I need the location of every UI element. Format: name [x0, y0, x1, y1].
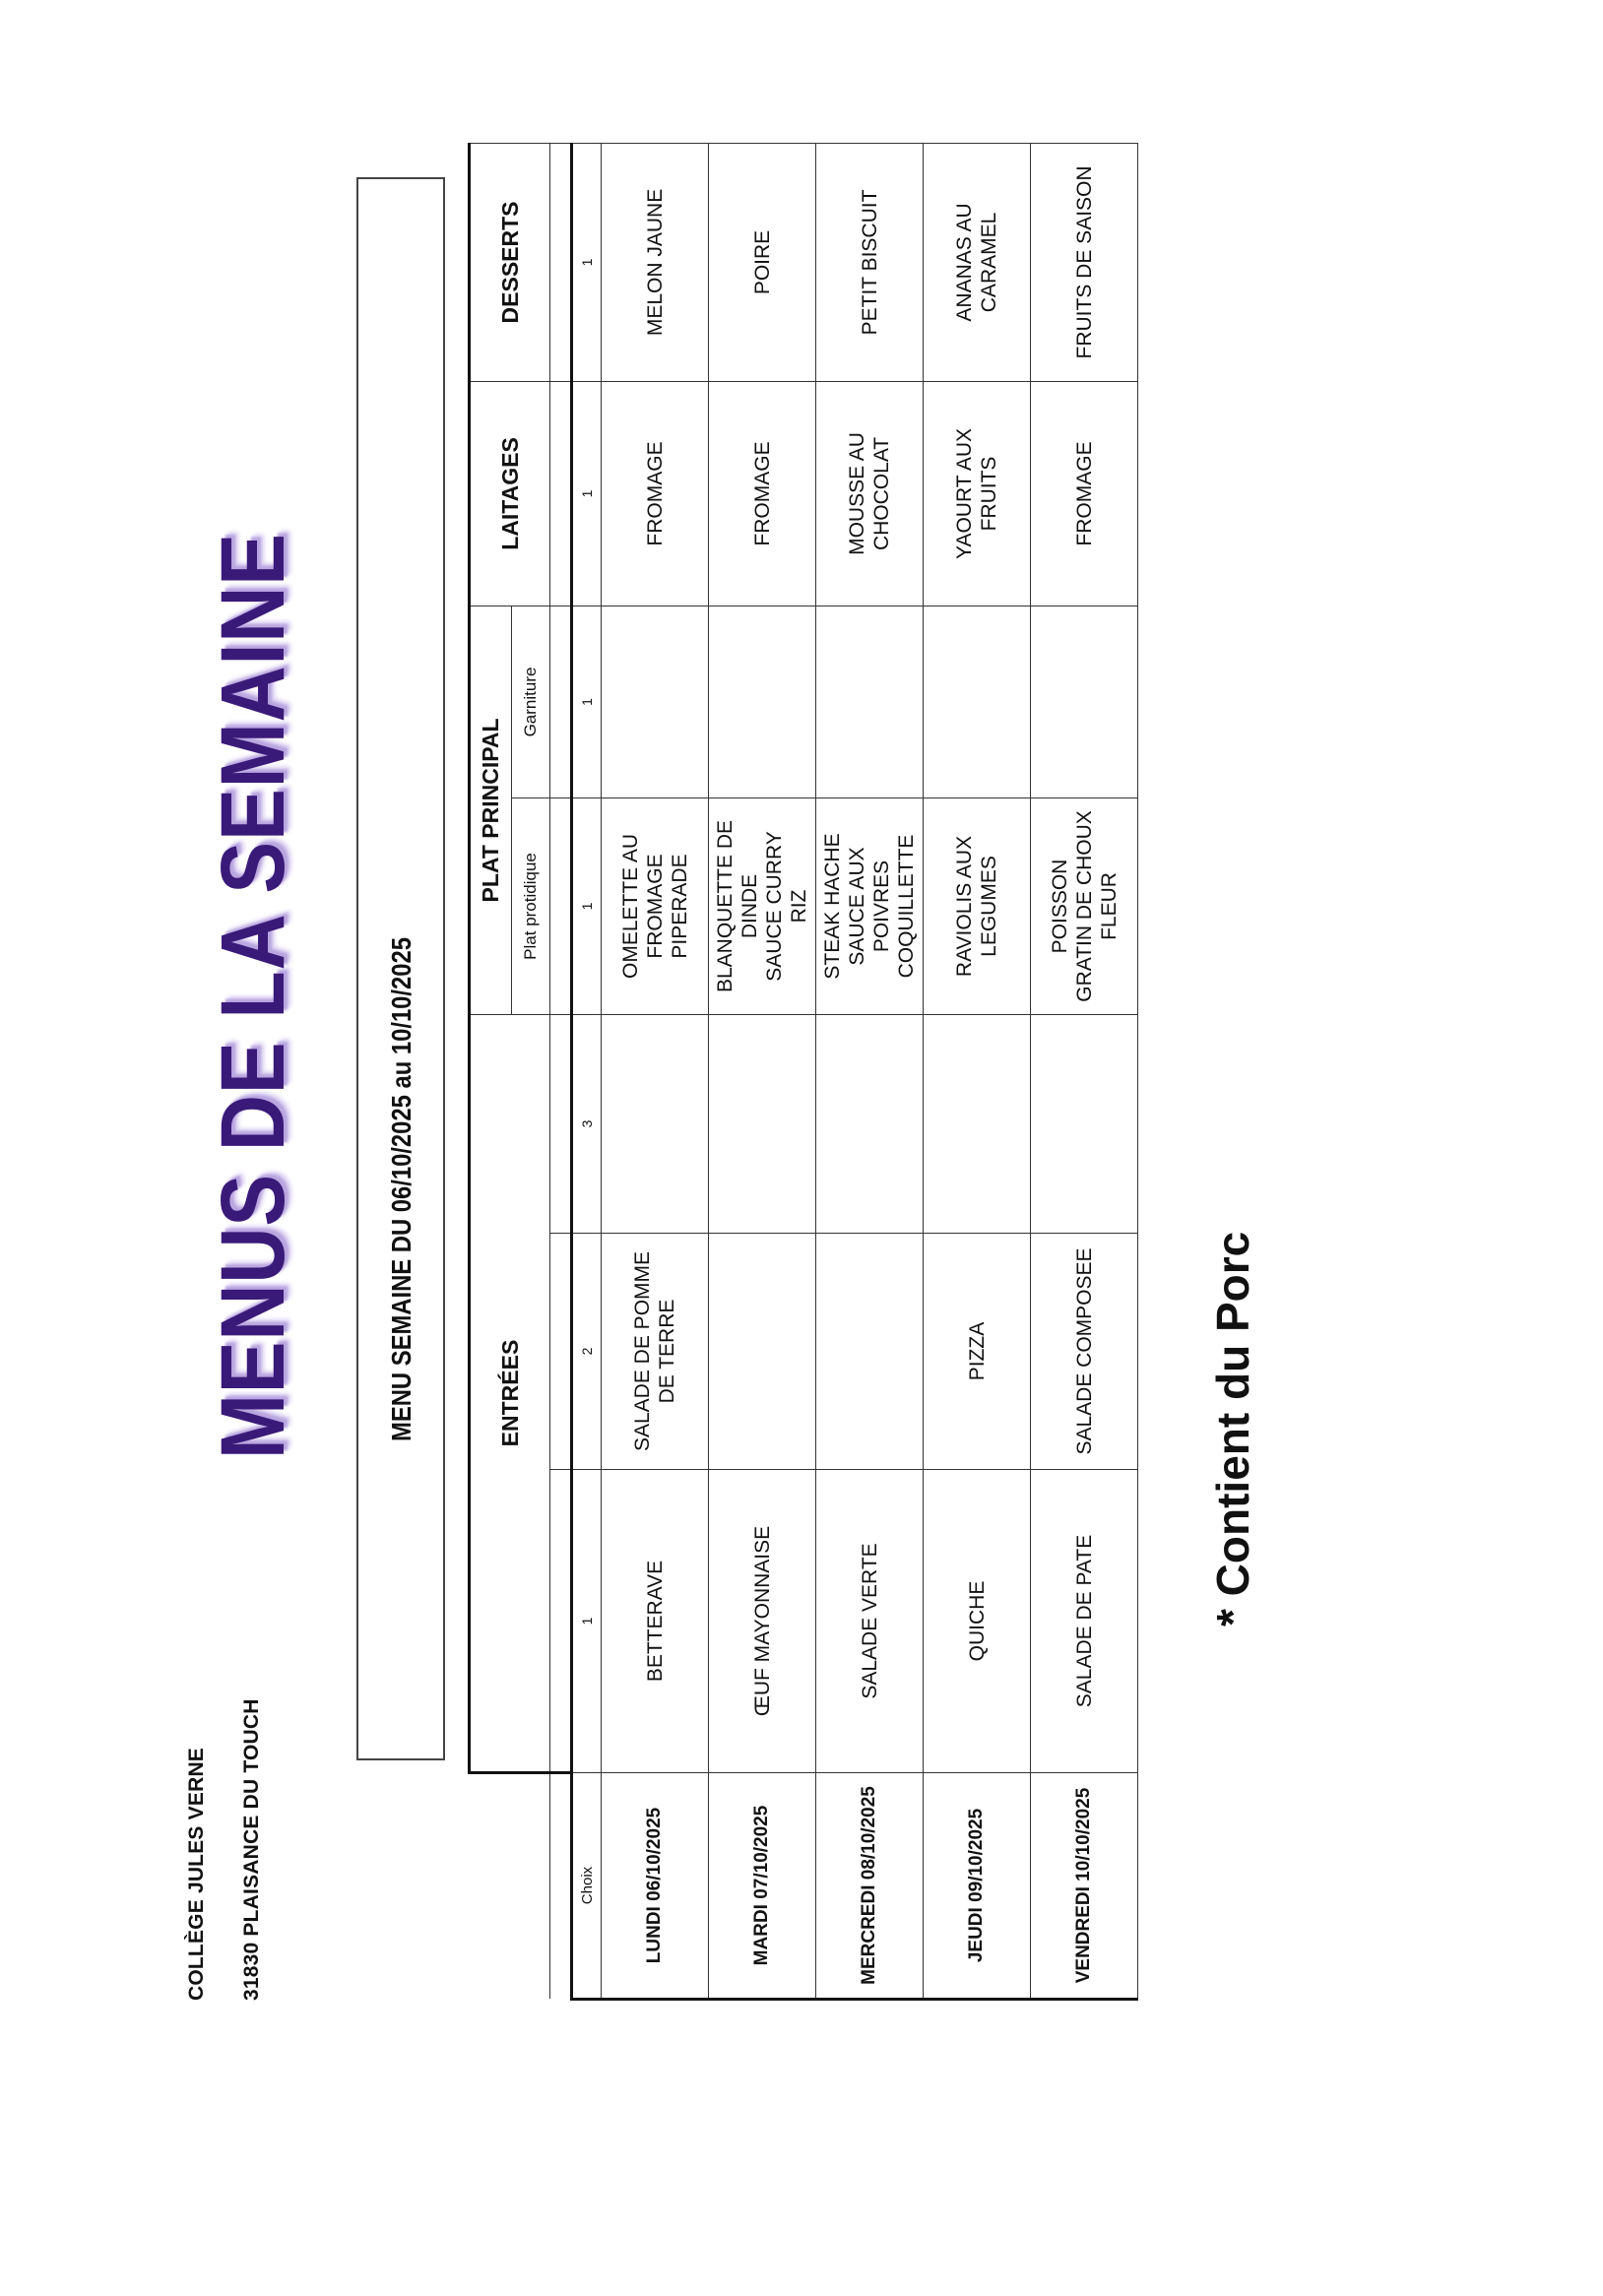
menu-body	[602, 143, 1138, 1999]
gap-cell	[550, 143, 572, 381]
menu-cell-laitage: FROMAGE	[1031, 381, 1138, 606]
day-label: MARDI 07/10/2025	[709, 1773, 816, 2000]
group-header-row	[470, 143, 512, 1999]
menu-cell-entree-3	[816, 1014, 924, 1233]
header-entrees: ENTRÉES	[470, 1014, 550, 1772]
menu-cell-entree-2: SALADE COMPOSEE	[1031, 1234, 1138, 1470]
day-label: JEUDI 09/10/2025	[924, 1773, 1031, 2000]
menu-cell-entree-2	[816, 1234, 924, 1470]
menu-cell-entree-3	[602, 1014, 709, 1233]
menu-cell-entree-2: SALADE DE POMME DE TERRE	[602, 1234, 709, 1470]
table-row	[709, 143, 816, 1999]
menu-cell-entree-1: QUICHE	[924, 1470, 1031, 1773]
menu-cell-entree-3	[1031, 1014, 1138, 1233]
menu-cell-garniture	[924, 606, 1031, 797]
menu-cell-laitage: FROMAGE	[709, 381, 816, 606]
menu-cell-garniture	[1031, 606, 1138, 797]
menu-cell-entree-3	[924, 1014, 1031, 1233]
menu-cell-entree-1: ŒUF MAYONNAISE	[709, 1470, 816, 1773]
page-title: MENUS DE LA SEMAINE	[203, 533, 303, 1459]
header-plat-principal: PLAT PRINCIPAL	[470, 606, 512, 1014]
choice-number-desserts: 1	[572, 143, 602, 381]
choice-number-entree-1: 1	[572, 1470, 602, 1773]
gap-cell	[550, 381, 572, 606]
menu-week-subtitle: MENU SEMAINE DU 06/10/2025 au 10/10/2025	[386, 937, 417, 1441]
menu-cell-laitage: FROMAGE	[602, 381, 709, 606]
menu-cell-entree-2	[709, 1234, 816, 1470]
weekly-menu-table	[468, 143, 1138, 2001]
menu-cell-entree-2: PIZZA	[924, 1234, 1031, 1470]
day-label: MERCREDI 08/10/2025	[816, 1773, 924, 2000]
school-city: 31830 PLAISANCE DU TOUCH	[240, 1698, 263, 2001]
menu-cell-entree-1: SALADE VERTE	[816, 1470, 924, 1773]
header-laitages: LAITAGES	[470, 381, 550, 606]
day-label: VENDREDI 10/10/2025	[1031, 1773, 1138, 2000]
table-row	[1031, 143, 1138, 1999]
header-plat-protidique: Plat protidique	[511, 797, 549, 1014]
gap-cell	[550, 1470, 572, 1773]
table-row	[602, 143, 709, 1999]
pork-footnote: * Contient du Porc	[1207, 1231, 1258, 1626]
menu-cell-garniture	[709, 606, 816, 797]
menu-cell-plat-protidique: RAVIOLIS AUX LEGUMES	[924, 797, 1031, 1014]
gap-cell	[550, 606, 572, 797]
gap-cell	[550, 1234, 572, 1470]
day-label: LUNDI 06/10/2025	[602, 1773, 709, 2000]
menu-cell-plat-protidique: OMELETTE AU FROMAGE PIPERADE	[602, 797, 709, 1014]
choix-label: Choix	[572, 1773, 602, 2000]
menu-cell-dessert: PETIT BISCUIT	[816, 143, 924, 381]
gap-cell	[550, 1773, 572, 2000]
menu-cell-entree-1: SALADE DE PATE	[1031, 1470, 1138, 1773]
table-row	[816, 143, 924, 1999]
gap-cell	[550, 1014, 572, 1233]
menu-cell-plat-protidique: POISSON GRATIN DE CHOUX FLEUR	[1031, 797, 1138, 1014]
menu-cell-laitage: YAOURT AUX FRUITS	[924, 381, 1031, 606]
menu-cell-plat-protidique: BLANQUETTE DE DINDE SAUCE CURRY RIZ	[709, 797, 816, 1014]
gap-cell	[550, 797, 572, 1014]
menu-cell-entree-3	[709, 1014, 816, 1233]
menu-cell-dessert: ANANAS AU CARAMEL	[924, 143, 1031, 381]
header-garniture: Garniture	[511, 606, 549, 797]
gap-row	[550, 143, 572, 1999]
menu-cell-entree-1: BETTERAVE	[602, 1470, 709, 1773]
menu-cell-dessert: MELON JAUNE	[602, 143, 709, 381]
menu-cell-dessert: POIRE	[709, 143, 816, 381]
choice-number-row	[572, 143, 602, 1999]
school-name: COLLÈGE JULES VERNE	[185, 1747, 208, 2001]
choice-number-laitages: 1	[572, 381, 602, 606]
choice-number-entree-3: 3	[572, 1014, 602, 1233]
menu-cell-dessert: FRUITS DE SAISON	[1031, 143, 1138, 381]
table-row	[924, 143, 1031, 1999]
menu-cell-laitage: MOUSSE AU CHOCOLAT	[816, 381, 924, 606]
menu-cell-plat-protidique: STEAK HACHE SAUCE AUX POIVRES COQUILLETTE	[816, 797, 924, 1014]
choice-number-garniture: 1	[572, 606, 602, 797]
choice-number-plat-protidique: 1	[572, 797, 602, 1014]
menu-cell-garniture	[816, 606, 924, 797]
header-desserts: DESSERTS	[470, 143, 550, 381]
choice-number-entree-2: 2	[572, 1234, 602, 1470]
header-spacer	[470, 1773, 550, 2000]
menu-cell-garniture	[602, 606, 709, 797]
